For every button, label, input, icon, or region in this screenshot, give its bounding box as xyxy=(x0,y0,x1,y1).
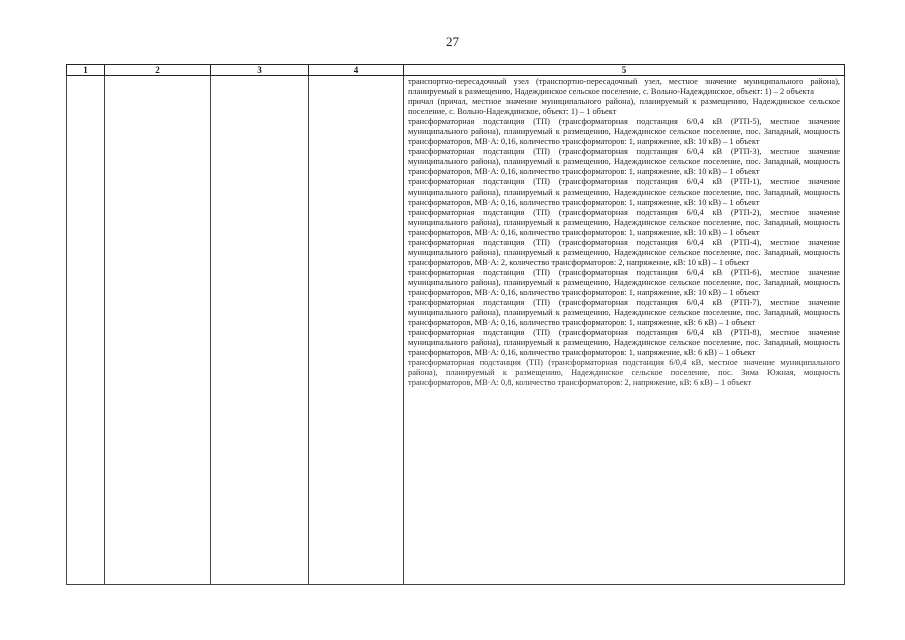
object-entry: трансформаторная подстанция (ТП) (трансформаторная подстанция 6/0,4 кВ, местное значение муниципального района), планируемый к размещению, Надеждинское сельское поселение, пос. Зима Южная, мощность трансформаторов, МВ·А: 0,8, количество трансформаторов: 2, напряжение, кВ: 6 кВ) – 1 объект xyxy=(408,358,840,388)
table-header-row xyxy=(67,65,845,76)
object-entry: трансформаторная подстанция (ТП) (трансформаторная подстанция 6/0,4 кВ (РТП-7), местное значение муниципального района), планируемый к размещению, Надеждинское сельское поселение, пос. Западный, мощность трансформаторов, МВ·А: 0,16, количество трансформаторов: 1, напряжение, кВ: 6 кВ) – 1 объект xyxy=(408,298,840,328)
cell-col-5-objects xyxy=(404,76,845,585)
cell-col-1 xyxy=(67,76,105,585)
object-entry: транспортно-пересадочный узел (транспортно-пересадочный узел, местное значение муниципального района), планируемый к размещению, Надеждинское сельское поселение, с. Вольно-Надеждинское, объект: 1) – 2 объекта xyxy=(408,77,840,97)
page-number: 27 xyxy=(446,34,459,49)
table-row xyxy=(67,76,845,585)
object-entry: трансформаторная подстанция (ТП) (трансформаторная подстанция 6/0,4 кВ (РТП-2), местное значение муниципального района), планируемый к размещению, Надеждинское сельское поселение, пос. Западный, мощность трансформаторов, МВ·А: 0,16, количество трансформаторов: 1, напряжение, кВ: 10 кВ) – 1 объект xyxy=(408,207,840,237)
column-header-4: 4 xyxy=(309,65,404,76)
column-header-1: 1 xyxy=(67,65,105,76)
object-entry: трансформаторная подстанция (ТП) (трансформаторная подстанция 6/0,4 кВ (РТП-3), местное значение муниципального района), планируемый к размещению, Надеждинское сельское поселение, пос. Западный, мощность трансформаторов, МВ·А: 0,16, количество трансформаторов: 1, напряжение, кВ: 10 кВ) – 1 объект xyxy=(408,147,840,177)
cell-col-3 xyxy=(211,76,309,585)
object-entry: трансформаторная подстанция (ТП) (трансформаторная подстанция 6/0,4 кВ (РТП-4), местное значение муниципального района), планируемый к размещению, Надеждинское сельское поселение, пос. Западный, мощность трансформаторов, МВ·А: 2, количество трансформаторов: 2, напряжение, кВ: 10 кВ) – 1 объект xyxy=(408,237,840,267)
cell-col-4 xyxy=(309,76,404,585)
object-entry: причал (причал, местное значение муниципального района), планируемый к размещению, Надеждинское сельское поселение, с. Вольно-Надеждинское, объект: 1) – 1 объект xyxy=(408,97,840,117)
object-entry: трансформаторная подстанция (ТП) (трансформаторная подстанция 6/0,4 кВ (РТП-1), местное значение муниципального района), планируемый к размещению, Надеждинское сельское поселение, пос. Западный, мощность трансформаторов, МВ·А: 0,16, количество трансформаторов: 1, напряжение, кВ: 10 кВ) – 1 объект xyxy=(408,177,840,207)
column-header-2: 2 xyxy=(105,65,211,76)
object-entry: трансформаторная подстанция (ТП) (трансформаторная подстанция 6/0,4 кВ (РТП-8), местное значение муниципального района), планируемый к размещению, Надеждинское сельское поселение, пос. Западный, мощность трансформаторов, МВ·А: 0,16, количество трансформаторов: 1, напряжение, кВ: 6 кВ) – 1 объект xyxy=(408,328,840,358)
column-header-3: 3 xyxy=(211,65,309,76)
object-entry: трансформаторная подстанция (ТП) (трансформаторная подстанция 6/0,4 кВ (РТП-5), местное значение муниципального района), планируемый к размещению, Надеждинское сельское поселение, пос. Западный, мощность трансформаторов, МВ·А: 0,16, количество трансформаторов: 1, напряжение, кВ: 10 кВ) – 1 объект xyxy=(408,117,840,147)
cell-col-2 xyxy=(105,76,211,585)
object-entry: трансформаторная подстанция (ТП) (трансформаторная подстанция 6/0,4 кВ (РТП-6), местное значение муниципального района), планируемый к размещению, Надеждинское сельское поселение, пос. Западный, мощность трансформаторов, МВ·А: 0,16, количество трансформаторов: 1, напряжение, кВ: 10 кВ) – 1 объект xyxy=(408,267,840,297)
column-header-5: 5 xyxy=(404,65,845,76)
document-table xyxy=(66,64,845,585)
